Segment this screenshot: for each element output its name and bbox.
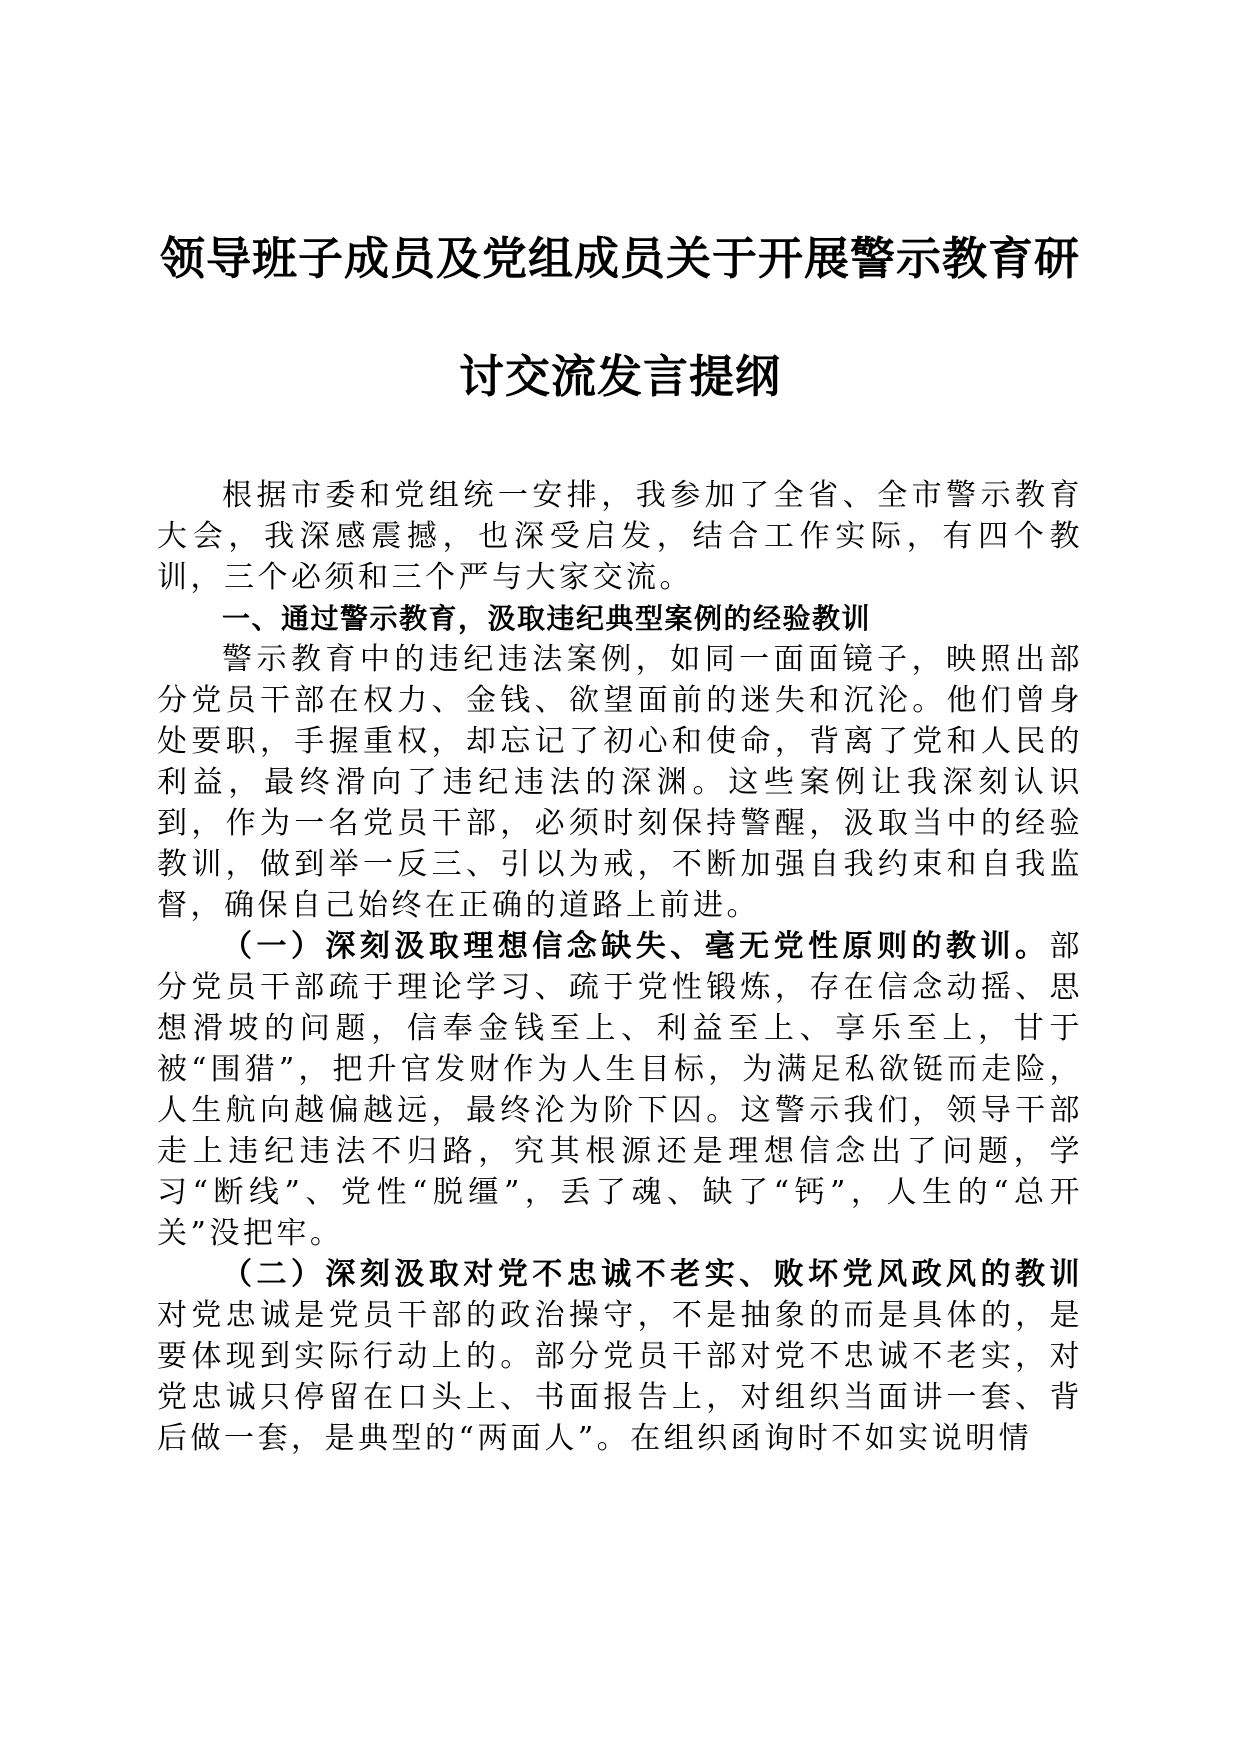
point-1-paragraph — [157, 926, 1083, 1254]
section-1-paragraph: 警示教育中的违纪违法案例，如同一面面镜子，映照出部分党员干部在权力、金钱、欲望面前的迷失和沉沦。他们曾身处要职，手握重权，却忘记了初心和使命，背离了党和人民的利益，最终滑向了违纪违法的深渊。这些案例让我深刻认识到，作为一名党员干部，必须时刻保持警醒，汲取当中的经验教训，做到举一反三、引以为戒，不断加强自我约束和自我监督，确保自己始终在正确的道路上前进。 — [157, 642, 1083, 923]
point-1-text: 部分党员干部疏于理论学习、疏于党性锻炼，存在信念动摇、思想滑坡的问题，信奉金钱至上、利益至上、享乐至上，甘于被“围猎”，把升官发财作为人生目标，为满足私欲铤而走险，人生航向越偏越远，最终沦为阶下囚。这警示我们，领导干部走上违纪违法不归路，究其根源还是理想信念出了问题，学习“断线”、党性“脱缰”，丢了魂、缺了“钙”，人生的“总开关”没把牢。 — [157, 929, 1083, 1251]
point-2-heading: （二）深刻汲取对党不忠诚不老实、败坏党风政风的教训 — [222, 1257, 1083, 1292]
document-title-line-1: 领导班子成员及党组成员关于开展警示教育研 — [159, 232, 1080, 285]
document-title-line-2: 讨交流发言提纲 — [458, 350, 781, 403]
section-1-heading: 一、通过警示教育，汲取违纪典型案例的经验教训 — [222, 602, 872, 635]
point-2-paragraph — [157, 1254, 1083, 1459]
point-2-text: 对党忠诚是党员干部的政治操守，不是抽象的而是具体的，是要体现到实际行动上的。部分党员干部对党不忠诚不老实，对党忠诚只停留在口头上、书面报告上，对组织当面讲一套、背后做一套，是典型的“两面人”。在组织函询时不如实说明情 — [157, 1298, 1083, 1456]
document-body — [157, 475, 1083, 1459]
intro-paragraph: 根据市委和党组统一安排，我参加了全省、全市警示教育大会，我深感震撼，也深受启发，结合工作实际，有四个教训，三个必须和三个严与大家交流。 — [157, 478, 1083, 595]
point-1-heading: （一）深刻汲取理想信念缺失、毫无党性原则的教训。 — [222, 929, 1050, 964]
